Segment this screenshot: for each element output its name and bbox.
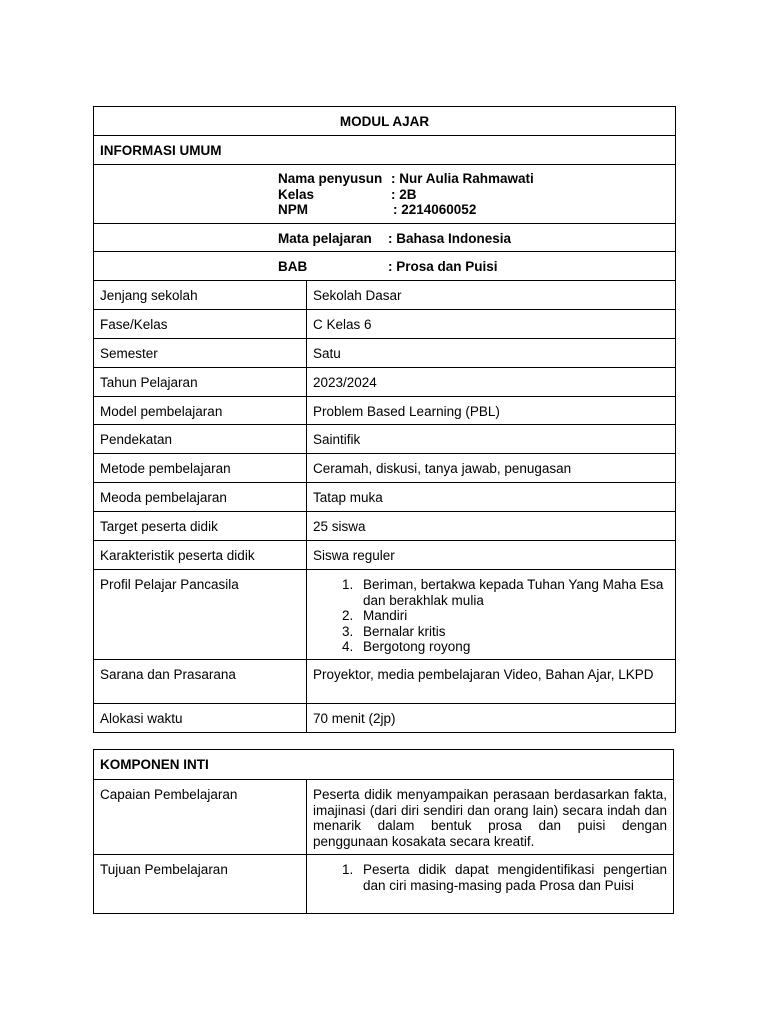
list-item: 1. Beriman, bertakwa kepada Tuhan Yang Maha Esa dan berakhlak mulia <box>357 577 669 608</box>
table-row <box>94 368 676 397</box>
penyusun-name-label: Nama penyusun <box>278 171 383 186</box>
row-label: Meoda pembelajaran <box>94 483 307 512</box>
table-row <box>94 281 676 310</box>
row-value: C Kelas 6 <box>307 310 676 339</box>
penyusun-kelas-value: : 2B <box>391 186 417 202</box>
row-label: Metode pembelajaran <box>94 454 307 483</box>
document-title: MODUL AJAR <box>94 107 676 136</box>
table-row <box>94 310 676 339</box>
table-row <box>94 570 676 660</box>
row-value: Saintifik <box>307 425 676 454</box>
row-value: Satu <box>307 339 676 368</box>
row-label: Karakteristik peserta didik <box>94 541 307 570</box>
row-label: Jenjang sekolah <box>94 281 307 310</box>
alokasi-value: 70 menit (2jp) <box>307 704 676 733</box>
tujuan-list <box>313 862 667 893</box>
row-label: Tahun Pelajaran <box>94 368 307 397</box>
row-label: Fase/Kelas <box>94 310 307 339</box>
penyusun-npm-value: : 2214060052 <box>393 202 477 217</box>
mapel-value: : Bahasa Indonesia <box>388 231 512 246</box>
table-row <box>94 855 674 914</box>
penyusun-npm-label: NPM <box>278 202 308 217</box>
penyusun-name-row <box>278 171 669 187</box>
row-value: 25 siswa <box>307 512 676 541</box>
penyusun-block <box>94 165 676 224</box>
profil-list <box>313 577 669 655</box>
penyusun-kelas-row <box>278 187 669 203</box>
table-row <box>94 541 676 570</box>
penyusun-name-value: : Nur Aulia Rahmawati <box>391 171 534 186</box>
penyusun-kelas-label: Kelas <box>278 186 315 202</box>
mapel-label: Mata pelajaran <box>278 231 372 246</box>
capaian-value: Peserta didik menyampaikan perasaan berdasarkan fakta, imajinasi (dari diri sendiri dan orang lain) secara indah dan menarik dalam bentuk prosa dan puisi dengan penggunaan kosakata secara kreatif. <box>307 780 674 855</box>
capaian-label: Capaian Pembelajaran <box>94 780 307 855</box>
informasi-umum-heading: INFORMASI UMUM <box>94 136 676 165</box>
row-label: Pendekatan <box>94 425 307 454</box>
row-value: Ceramah, diskusi, tanya jawab, penugasan <box>307 454 676 483</box>
mapel-cell <box>94 224 676 252</box>
komponen-inti-table <box>93 749 674 914</box>
row-label: Target peserta didik <box>94 512 307 541</box>
table-row <box>94 704 676 733</box>
alokasi-label: Alokasi waktu <box>94 704 307 733</box>
table-row <box>94 660 676 704</box>
row-value: Tatap muka <box>307 483 676 512</box>
informasi-umum-table <box>93 106 676 733</box>
sarana-label: Sarana dan Prasarana <box>94 660 307 704</box>
table-row <box>94 512 676 541</box>
komponen-inti-heading: KOMPONEN INTI <box>94 750 674 780</box>
sarana-value: Proyektor, media pembelajaran Video, Bahan Ajar, LKPD <box>307 660 676 704</box>
table-row <box>94 425 676 454</box>
table-row <box>94 780 674 855</box>
table-row <box>94 339 676 368</box>
tujuan-label: Tujuan Pembelajaran <box>94 855 307 914</box>
list-item: 4. Bergotong royong <box>357 639 669 655</box>
profil-label: Profil Pelajar Pancasila <box>94 570 307 660</box>
bab-cell <box>94 252 676 281</box>
bab-value: : Prosa dan Puisi <box>388 259 498 274</box>
profil-value <box>307 570 676 660</box>
tujuan-value <box>307 855 674 914</box>
row-value: Sekolah Dasar <box>307 281 676 310</box>
row-label: Semester <box>94 339 307 368</box>
list-item: 1. Peserta didik dapat mengidentifikasi pengertian dan ciri masing-masing pada Prosa dan Puisi <box>357 862 667 893</box>
row-value: Siswa reguler <box>307 541 676 570</box>
table-row <box>94 483 676 512</box>
table-row <box>94 397 676 425</box>
penyusun-npm-row <box>278 202 669 218</box>
list-item: 2. Mandiri <box>357 608 669 624</box>
list-item: 3. Bernalar kritis <box>357 624 669 640</box>
row-value: 2023/2024 <box>307 368 676 397</box>
table-row <box>94 454 676 483</box>
row-value: Problem Based Learning (PBL) <box>307 397 676 425</box>
bab-label: BAB <box>278 259 308 274</box>
row-label: Model pembelajaran <box>94 397 307 425</box>
